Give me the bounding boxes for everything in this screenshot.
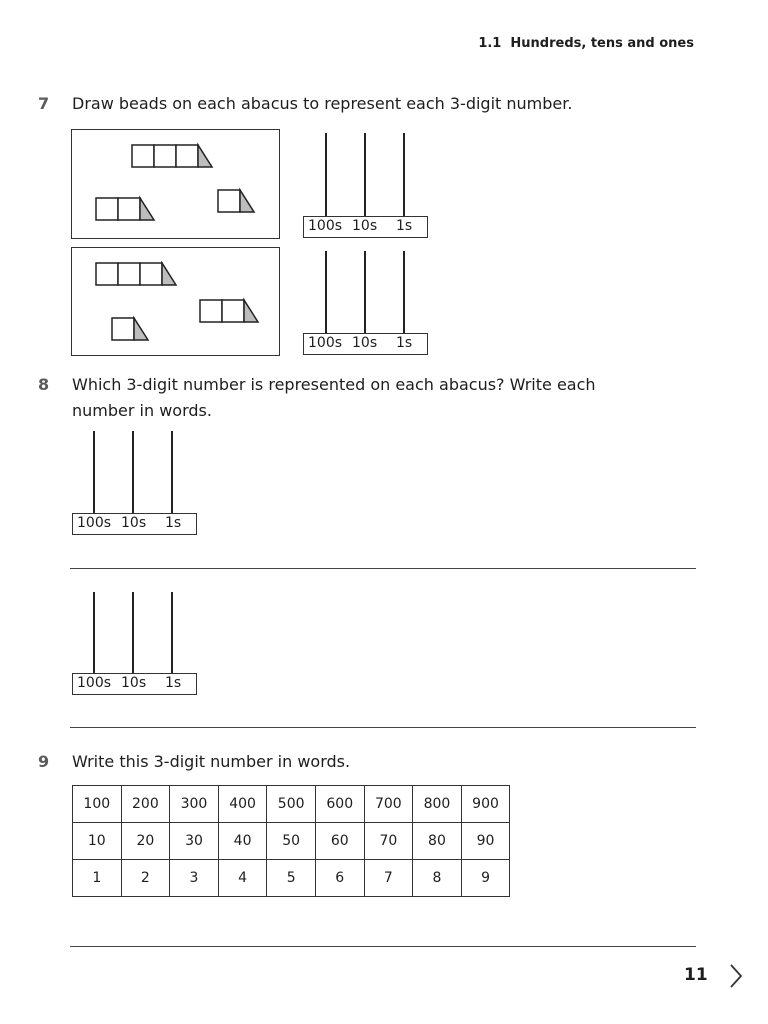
table-row [73, 860, 510, 897]
table-cell[interactable]: 3 [170, 860, 219, 897]
abacus-rod-ones[interactable] [403, 251, 405, 335]
place-value-cards-box-1 [71, 129, 280, 239]
place-value-card-hundreds [132, 145, 212, 167]
place-value-cards-2 [72, 248, 278, 354]
table-cell[interactable]: 8 [413, 860, 462, 897]
table-cell[interactable]: 50 [267, 823, 316, 860]
table-cell[interactable]: 900 [461, 786, 510, 823]
abacus-base [72, 673, 197, 695]
question-8-text-line-2: number in words. [72, 401, 212, 420]
section-header [0, 36, 694, 51]
table-cell[interactable]: 600 [315, 786, 364, 823]
answer-line-q8-2[interactable] [70, 727, 696, 728]
abacus-rod-ones [171, 592, 173, 675]
table-cell[interactable]: 500 [267, 786, 316, 823]
abacus-base [303, 216, 428, 238]
abacus-label-ones: 1s [165, 675, 182, 691]
question-7-number: 7 [38, 94, 50, 113]
page-number: 11 [684, 965, 708, 985]
abacus-q8-2 [72, 592, 197, 695]
table-cell[interactable]: 5 [267, 860, 316, 897]
abacus-rod-ones[interactable] [403, 133, 405, 217]
abacus-label-ones: 1s [396, 218, 413, 234]
abacus-rod-hundreds [93, 592, 95, 675]
abacus-label-tens: 10s [121, 515, 147, 531]
place-value-cards-1 [72, 130, 278, 237]
abacus-label-tens: 10s [352, 335, 378, 351]
answer-line-q8-1[interactable] [70, 568, 696, 569]
table-cell[interactable]: 1 [73, 860, 122, 897]
abacus-rod-tens [132, 431, 134, 515]
table-cell[interactable]: 100 [73, 786, 122, 823]
table-cell[interactable]: 800 [413, 786, 462, 823]
abacus-base [72, 513, 197, 535]
table-cell[interactable]: 400 [218, 786, 267, 823]
place-value-card-tens [96, 198, 154, 220]
abacus-base [303, 333, 428, 355]
place-value-card-tens [200, 300, 258, 322]
abacus-label-hundreds: 100s [308, 335, 343, 351]
answer-line-q9[interactable] [70, 946, 696, 947]
section-title: Hundreds, tens and ones [510, 36, 694, 51]
table-cell[interactable]: 20 [121, 823, 170, 860]
table-cell[interactable]: 200 [121, 786, 170, 823]
abacus-q7-2[interactable] [303, 251, 428, 356]
table-row [73, 823, 510, 860]
table-cell[interactable]: 60 [315, 823, 364, 860]
abacus-label-hundreds: 100s [308, 218, 343, 234]
chevron-right-icon[interactable] [728, 963, 744, 993]
abacus-q7-1[interactable] [303, 133, 428, 238]
table-cell[interactable]: 10 [73, 823, 122, 860]
abacus-rod-hundreds [93, 431, 95, 515]
abacus-label-hundreds: 100s [77, 675, 112, 691]
abacus-label-hundreds: 100s [77, 515, 112, 531]
abacus-label-tens: 10s [121, 675, 147, 691]
abacus-q8-1 [72, 431, 197, 535]
table-cell[interactable]: 70 [364, 823, 413, 860]
abacus-rod-tens [132, 592, 134, 675]
table-cell[interactable]: 4 [218, 860, 267, 897]
place-value-card-ones [218, 190, 254, 212]
section-number: 1.1 [478, 36, 502, 51]
place-value-cards-box-2 [71, 247, 280, 356]
table-cell[interactable]: 700 [364, 786, 413, 823]
question-9-number: 9 [38, 752, 50, 771]
table-cell[interactable]: 40 [218, 823, 267, 860]
table-cell[interactable]: 2 [121, 860, 170, 897]
place-value-card-ones [112, 318, 148, 340]
question-7-text: Draw beads on each abacus to represent each 3-digit number. [72, 94, 573, 113]
abacus-rod-ones [171, 431, 173, 515]
table-row [73, 786, 510, 823]
abacus-rod-hundreds[interactable] [325, 251, 327, 335]
table-cell[interactable]: 80 [413, 823, 462, 860]
table-cell[interactable]: 30 [170, 823, 219, 860]
abacus-rod-hundreds[interactable] [325, 133, 327, 217]
abacus-label-ones: 1s [396, 335, 413, 351]
place-value-grid [72, 785, 510, 897]
abacus-label-tens: 10s [352, 218, 378, 234]
abacus-rod-tens[interactable] [364, 133, 366, 217]
question-8-number: 8 [38, 375, 50, 394]
table-cell[interactable]: 90 [461, 823, 510, 860]
question-9-text: Write this 3-digit number in words. [72, 752, 351, 771]
abacus-rod-tens[interactable] [364, 251, 366, 335]
question-8-text-line-1: Which 3-digit number is represented on each abacus? Write each [72, 375, 596, 394]
place-value-card-hundreds [96, 263, 176, 285]
table-cell[interactable]: 300 [170, 786, 219, 823]
abacus-label-ones: 1s [165, 515, 182, 531]
table-cell[interactable]: 6 [315, 860, 364, 897]
table-cell[interactable]: 7 [364, 860, 413, 897]
table-cell[interactable]: 9 [461, 860, 510, 897]
